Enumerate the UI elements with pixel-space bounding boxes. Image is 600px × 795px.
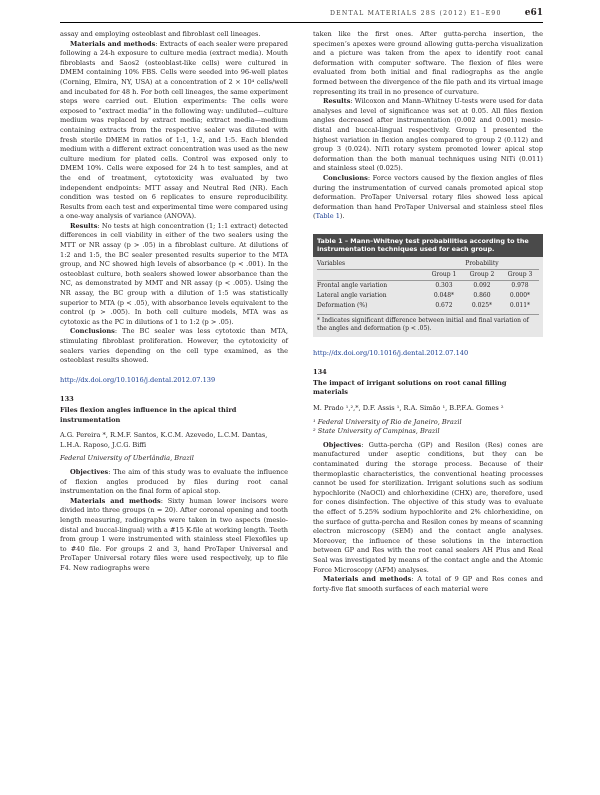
objectives-paragraph-133 bbox=[60, 468, 288, 497]
methods-text: : A total of 9 GP and Res cones and forty-five flat smooth surfaces of each material were bbox=[313, 575, 543, 593]
table-1 bbox=[313, 234, 543, 337]
table-body bbox=[313, 257, 543, 337]
table-group-row bbox=[317, 269, 539, 280]
methods-heading: Materials and methods bbox=[70, 39, 156, 48]
col-variables: Variables bbox=[317, 259, 425, 270]
abstract-title-134: The impact of irrigant solutions on root canal filling materials bbox=[313, 378, 507, 397]
methods-paragraph-133 bbox=[60, 497, 288, 574]
row-label: Deformation (%) bbox=[317, 301, 368, 309]
table-row bbox=[317, 280, 539, 291]
cell-value: 0.978 bbox=[511, 281, 529, 289]
results-text: : No tests at high concentration (1; 1:1 extract) detected differences in cell viability in either of the two sealers using the MTT or NR assay (p > .05) in a fibroblast culture. At dilutions of 1:2 and 1:5, the BC sealer presented results superior to the MTA group, and NC showed high levels of absorbance (p < .001). In the osteoblast culture, both sealers showed lower absorbance than the NC, as demonstrated by MMT and NR assay (p < .005). Using the NR assay, the BC group with a dilution of 1:5 was statistically superior to MTA (p < .05), with absorbance levels equivalent to the control (p > .005). In both cell culture models, MTA was as cytotoxic as the PC in dilutions of 1 to 1:2 (p > .05). bbox=[60, 221, 288, 326]
cell-value: 0.092 bbox=[473, 281, 491, 289]
conclusions-text: : The BC sealer was less cytotoxic than MTA, stimulating fibroblast proliferation. However, the cytotoxicity of sealers varies depending on the cell type examined, as the osteoblast results showed. bbox=[60, 327, 288, 365]
affiliation-2: ² State University of Campinas, Brazil bbox=[313, 427, 440, 436]
right-column bbox=[313, 30, 543, 594]
objectives-heading: Objectives bbox=[323, 440, 362, 449]
methods-heading: Materials and methods bbox=[70, 496, 161, 505]
row-label: Lateral angle variation bbox=[317, 291, 387, 299]
results-text: : Wilcoxon and Mann–Whitney U-tests were used for data analyses and level of significance was set at 0.05. All files flexion angles decreased after instrumentation (0.002 and 0.001) mesio-distal and buccal-lingual respectively. Group 1 presented the highest variation in flexion angles compared to group 2 (0.112) and group 3 (0.024). NiTi rotary system promoted lower apical stop deformation than the both manual techniques using NiTi (0.011) and stainless steel (0.025). bbox=[313, 97, 543, 173]
left-column bbox=[60, 30, 288, 573]
affiliation-1: ¹ Federal University of Rio de Janeiro, Brazil bbox=[313, 417, 462, 426]
results-paragraph bbox=[60, 222, 288, 328]
blank-cell bbox=[317, 269, 425, 280]
table-row bbox=[317, 291, 539, 301]
table-reference-link[interactable]: Table 1 bbox=[315, 212, 340, 221]
affiliation-133: Federal University of Uberlândia, Brazil bbox=[60, 454, 194, 463]
group-1-header: Group 1 bbox=[425, 269, 463, 280]
objectives-heading: Objectives bbox=[70, 467, 109, 476]
continued-paragraph: taken like the first ones. After gutta-percha insertion, the specimen’s apexes were ground allowing gutta-percha visualization and a picture was taken from the apex to identify root canal deformation with computer software. The flexion of files were evaluated from both initial and final radiographs as the angle formed between the divergence of the file path and its virtual image representing its trail in no presence of curvature. bbox=[313, 30, 543, 96]
conclusions-end: ). bbox=[339, 212, 345, 221]
cell-value: 0.303 bbox=[435, 281, 453, 289]
probability-table bbox=[317, 259, 539, 311]
cell-value: 0.000* bbox=[509, 291, 531, 299]
objectives-paragraph-134 bbox=[313, 441, 543, 575]
methods-paragraph-134 bbox=[313, 575, 543, 594]
doi-link-140[interactable]: http://dx.doi.org/10.1016/j.dental.2012.07.140 bbox=[313, 348, 469, 357]
cell-value: 0.025* bbox=[471, 301, 493, 309]
abstract-title-133: Files flexion angles influence in the apical third instrumentation bbox=[60, 405, 237, 424]
methods-text: : Sixty human lower incisors were divided into three groups (n = 20). After coronal opening and tooth length measuring, radiographs were taken in two aspects (mesio-distal and buccal-lingual) with a #15 K-file at working length. Teeth from group 1 were instrumented with stainless steel Flexofiles up to #40 file. For groups 2 and 3, hand ProTaper Universal and ProTaper Universal rotary files were used respectively, up to file F4. New radiographs were bbox=[60, 496, 288, 572]
cell-value: 0.672 bbox=[435, 301, 453, 309]
cell-value: 0.860 bbox=[473, 291, 491, 299]
cell-value: 0.011* bbox=[509, 301, 531, 309]
running-head: DENTAL MATERIALS 28S (2012) E1–E90 bbox=[330, 10, 502, 17]
results-heading: Results bbox=[70, 221, 98, 230]
authors-134: M. Prado ¹,²,*, D.F. Assis ¹, R.A. Simão ¹, B.P.F.A. Gomes ² bbox=[313, 404, 504, 413]
objectives-text: : Gutta-percha (GP) and Resilon (Res) cones are manufactured under aseptic conditions, but they can be contaminated during the storage process. Because of their thermoplastic characteristics, the conventional heating processes cannot be used for sterilization. Irrigant solutions such as sodium hypochlorite (NaOCl) and chlorhexidine (CHX) are, therefore, used for cones disinfection. The objective of this study was to evaluate the effect of 5.25% sodium hypochlorite and 2% chlorhexidine, on the surface of gutta-percha and Resilon cones by means of scanning electron microscopy (SEM) and the contact angle analyses. Moreover, the influence of these solutions in the interaction between GP and Res with the root canal sealers AH Plus and Real Seal was investigated by means of the contact angle and the Atomic Force Microscopy (AFM) analyses. bbox=[313, 440, 543, 574]
table-row bbox=[317, 301, 539, 311]
methods-heading: Materials and methods bbox=[323, 575, 412, 584]
conclusions-paragraph-133 bbox=[313, 174, 543, 222]
conclusions-heading: Conclusions bbox=[70, 327, 115, 336]
group-2-header: Group 2 bbox=[463, 269, 501, 280]
intro-paragraph: assay and employing osteoblast and fibroblast cell lineages. bbox=[60, 30, 261, 38]
objectives-text: : The aim of this study was to evaluate the influence of flexion angles produced by files during root canal instrumentation on the final form of apical stop. bbox=[60, 467, 288, 496]
row-label: Frontal angle variation bbox=[317, 281, 388, 289]
doi-link-139[interactable]: http://dx.doi.org/10.1016/j.dental.2012.07.139 bbox=[60, 375, 216, 384]
cell-value: 0.048* bbox=[433, 291, 455, 299]
table-caption: Table 1 – Mann–Whitney test probabilities according to the instrumentation techniques used for each group. bbox=[313, 234, 543, 257]
conclusions-text: : Force vectors caused by the flexion angles of files during the instrumentation of curved canals promoted apical stop deformation. ProTaper Universal rotary files showed less apical deformation than hand ProTaper Universal and stainless steel files ( bbox=[313, 173, 543, 221]
table-header-row bbox=[317, 259, 539, 270]
header-rule bbox=[60, 22, 543, 23]
abstract-number-134: 134 bbox=[313, 368, 327, 377]
results-paragraph-133 bbox=[313, 97, 543, 174]
page-number: e61 bbox=[524, 8, 543, 18]
conclusions-heading: Conclusions bbox=[323, 173, 368, 182]
methods-text: : Extracts of each sealer were prepared following a 24-h exposure to culture media (extract media). Mouth fibroblasts and Saos2 (osteoblast-like cells) were cultured in DMEM containing 10% FBS. Cells were seeded into 96-well plates (Corning, Elmira, NY, USA) at a concentration of 2 × 10⁴ cells/well and incubated for 48 h. For both cell lineages, the same experiment steps were carried out. Elution experiments: The cells were exposed to “extract media” in the following way: undiluted—culture medium was replaced by extract media; extract media—medium containing extracts from the respective sealer was diluted with fresh sterile DMEM in ratios of 1:1, 1:2, and 1:5. Each blended medium with a different extract concentration was used as the new culture medium for plated cells. Control was exposed only to DMEM 10%. Cells were exposed for 24 h to test samples, and at the end of treatment, cytotoxicity was evaluated by two independent endpoints: MTT assay and Neutral Red (NR). Each condition was tested on 6 replicates to ensure reproducibility. Results from each test and experimental time were compared using a one-way analysis of variance (ANOVA). bbox=[60, 39, 288, 221]
methods-paragraph bbox=[60, 40, 288, 222]
abstract-number-133: 133 bbox=[60, 395, 74, 404]
authors-133: A.G. Pereira *, R.M.F. Santos, K.C.M. Azevedo, L.C.M. Dantas, L.H.A. Raposo, J.C.G. Biffi bbox=[60, 431, 268, 449]
col-probability: Probability bbox=[425, 259, 539, 270]
conclusions-paragraph bbox=[60, 327, 288, 365]
results-heading: Results bbox=[323, 97, 351, 106]
group-3-header: Group 3 bbox=[501, 269, 539, 280]
table-footnote: * Indicates significant difference between initial and final variation of the angles and deformation (p < .05). bbox=[317, 314, 539, 333]
